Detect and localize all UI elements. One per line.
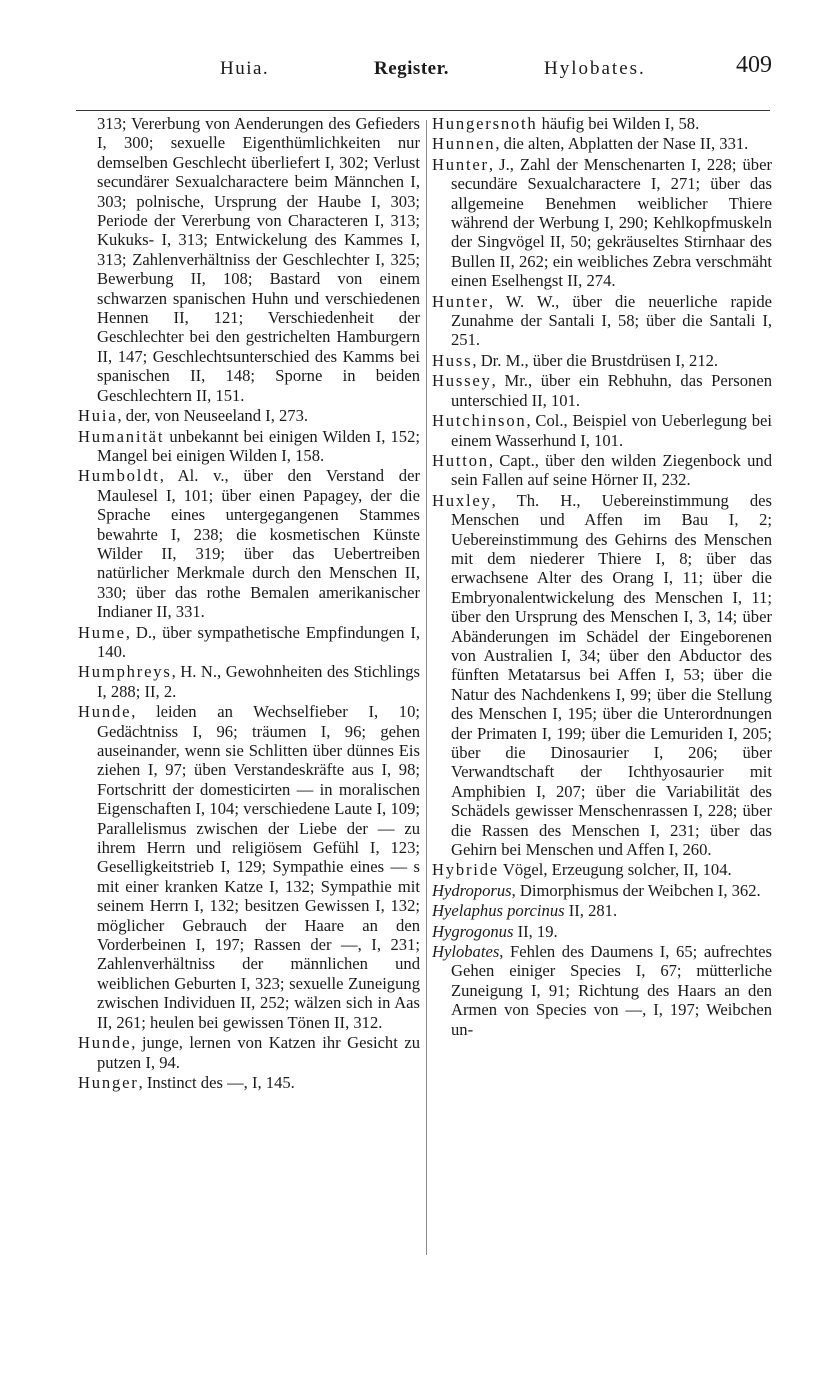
entry-keyword: Hussey [432, 371, 492, 391]
index-entry [432, 451, 772, 490]
index-entry [78, 662, 420, 701]
index-entry [432, 881, 772, 900]
index-entry [432, 155, 772, 291]
right-column [432, 114, 772, 1040]
index-entry [432, 860, 772, 879]
entry-text: Vögel, Erzeugung solcher, II, 104. [498, 860, 732, 880]
entry-keyword: Hunde [78, 702, 132, 722]
left-column [78, 114, 420, 1093]
entry-keyword: Huxley [432, 490, 492, 510]
entry-text: , Mr., über ein Rebhuhn, das Personen unterschied II, 101. [451, 371, 772, 410]
entry-keyword: Huia [78, 406, 118, 426]
index-entry [432, 292, 772, 350]
column-divider [426, 120, 427, 1255]
entry-keyword: Hunger [78, 1072, 139, 1092]
entry-text: , Col., Beispiel von Ueberlegung bei einem Wasserhund I, 101. [451, 411, 772, 450]
index-entry [78, 466, 420, 621]
entry-keyword: Humphreys [78, 662, 172, 682]
entry-keyword: Humboldt [78, 466, 160, 486]
entry-keyword: Hutchinson [432, 411, 527, 431]
entry-text: , H. N., Gewohnheiten des Stichlings I, 288; II, 2. [97, 662, 420, 701]
index-entry [432, 371, 772, 410]
entry-keyword: Hume [78, 622, 126, 642]
index-entry [78, 114, 420, 405]
entry-text: , Capt., über den wilden Ziegenbock und sein Fallen auf seine Hörner II, 232. [451, 450, 772, 490]
index-entry [432, 114, 772, 133]
entry-text: , Al. v., über den Verstand der Maulesel I, 101; über einen Papagey, der die Sprache eines untergegangenen Stammes bewahrte I, 238; die kosmetischen Künste Wilder II, 319; über das Uebertreiben natürlicher Merkmale durch den Menschen II, 330; über das rothe Bemalen amerikanischer Indianer II, 331. [97, 466, 420, 622]
entry-keyword: Hunde [78, 1033, 132, 1053]
index-entry [78, 1033, 420, 1072]
entry-keyword: Hybride [432, 860, 499, 880]
index-entry [78, 427, 420, 466]
header-right-keyword: Hylobates. [544, 58, 646, 79]
header-rule [76, 110, 770, 111]
header-title: Register. [374, 58, 450, 79]
entry-text: , Fehlen des Daumens I, 65; aufrechtes Gehen einiger Species I, 67; mütterliche Zuneigung I, 91; Richtung des Haars an den Armen von Species von —, I, 197; Weibchen un- [451, 942, 772, 1039]
entry-text: , D., über sympathetische Empfindungen I, 140. [97, 622, 420, 661]
entry-text: , die alten, Abplatten der Nase II, 331. [495, 134, 749, 154]
index-entry [432, 491, 772, 860]
entry-text: , W. W., über die neuerliche rapide Zunahme der Santali I, 58; über die Santali I, 251. [451, 291, 772, 350]
entry-text: II, 281. [564, 901, 618, 921]
entry-keyword: Hyelaphus porcinus [432, 901, 565, 921]
entry-text: , junge, lernen von Katzen ihr Gesicht zu putzen I, 94. [97, 1033, 420, 1072]
entry-keyword: Hunnen [432, 134, 496, 154]
entry-keyword: Hydroporus [432, 880, 512, 900]
index-entry [78, 1073, 420, 1092]
index-entry [432, 134, 772, 153]
index-entry [78, 623, 420, 662]
entry-keyword: Hunter [432, 291, 489, 311]
entry-text: , Instinct des —, I, 145. [138, 1072, 295, 1092]
entry-text: , der, von Neuseeland I, 273. [117, 406, 309, 426]
entry-text: unbekannt bei einigen Wilden I, 152; Mangel bei einigen Wilden I, 158. [97, 426, 420, 465]
entry-keyword: Hygrogonus [432, 921, 514, 941]
entry-text: , Dr. M., über die Brustdrüsen I, 212. [472, 350, 719, 370]
entry-text: II, 19. [513, 921, 558, 941]
index-entry [432, 942, 772, 1039]
index-entry [432, 351, 772, 370]
entry-keyword: Huss [432, 350, 473, 370]
header-left-keyword: Huia. [220, 58, 270, 79]
index-entry [432, 411, 772, 450]
entry-text: , J., Zahl der Menschenarten I, 228; über secundäre Sexualcharactere I, 271; über das allgemeine Benehmen weiblicher Thiere während der Werbung I, 290; Kehlkopfmuskeln der Singvögel II, 50; gekräuseltes Stirnhaar des Bullen II, 262; ein weibliches Zebra verschmäht einen Eselhengst II, 274. [451, 154, 772, 291]
running-header [78, 52, 778, 88]
entry-text: , Th. H., Uebereinstimmung des Menschen und Affen im Bau I, 2; Uebereinstimmung des Gehirns des Menschen mit dem niederer Thiere I, 8; über das erwachsene Alter des Orang I, 11; über die Embryonalentwickelung des Menschen I, 11; über den Ursprung des Menschen I, 3, 14; über Abänderungen im Schädel der Eingeborenen von Australien I, 34; über den Abductor des fünften Metatarsus bei Affen I, 53; über die Natur des Nachdenkens I, 99; über die Stellung des Menschen I, 195; über die Unterordnungen der Primaten I, 199; über die Lemuriden I, 205; über die Dinosaurier I, 206; über Verwandtschaft der Ichthyosaurier mit Amphibien I, 207; über die Variabilität des Schädels gewisser Menschenrassen I, 228; über die Rassen des Menschen I, 231; über das Gehirn bei Menschen und Affen I, 260. [451, 490, 772, 860]
entry-keyword: Humanität [78, 426, 165, 446]
entry-text: , leiden an Wechselfieber I, 10; Gedächtniss I, 96; träumen I, 96; gehen auseinander, wenn sie Schlitten über dünnes Eis ziehen I, 97; üben Verstandeskräfte aus I, 98; Fortschritt der domesticirten — in moralischen Eigenschaften I, 104; verschiedene Laute I, 109; Parallelismus zwischen der Liebe der — zu ihrem Herrn und religiösem Gefühl I, 123; Geselligkeitstrieb I, 129; Sympathie eines — s mit einer kranken Katze I, 132; Sympathie mit seinem Herrn I, 132; besitzen Gewissen I, 132; möglicher Gebrauch der Haare an den Vorderbeinen I, 197; Rassen der —, I, 231; Zahlenverhältniss der männlichen und weiblichen Geburten I, 323; sexuelle Zuneigung zwischen Individuen II, 252; wälzen sich in Aas II, 261; heulen bei gewissen Tönen II, 312. [97, 702, 420, 1032]
entry-text: , Dimorphismus der Weibchen I, 362. [511, 880, 761, 900]
entry-keyword: Hungersnoth [432, 114, 538, 133]
entry-text: häufig bei Wilden I, 58. [537, 114, 700, 133]
entry-keyword: Hutton [432, 450, 489, 470]
index-entry [78, 406, 420, 425]
entry-keyword: Hunter [432, 154, 489, 174]
entry-keyword: Hylobates [432, 942, 500, 962]
index-entry [78, 702, 420, 1032]
index-entry [432, 922, 772, 941]
index-entry [432, 901, 772, 920]
entry-text: 313; Vererbung von Aenderungen des Gefieders I, 300; sexuelle Eigenthümlichkeiten nur demselben Geschlecht überliefert I, 302; Verlust secundärer Sexualcharactere beim Männchen I, 303; polnische, Ursprung der Haube I, 303; Periode der Vererbung von Characteren I, 313; Kukuks- I, 313; Entwickelung des Kammes I, 313; Zahlenverhältniss der Geschlechter I, 325; Bewerbung II, 108; Bastard von einem schwarzen spanischen Huhn und verschiedenen Hennen II, 121; Verschiedenheit der Geschlechter bei den gestrichelten Hamburgern II, 147; Geschlechtsunterschied des Kamms bei spanischen II, 148; Sporne in beiden Geschlechtern II, 151. [97, 114, 420, 405]
page-number: 409 [736, 52, 772, 78]
